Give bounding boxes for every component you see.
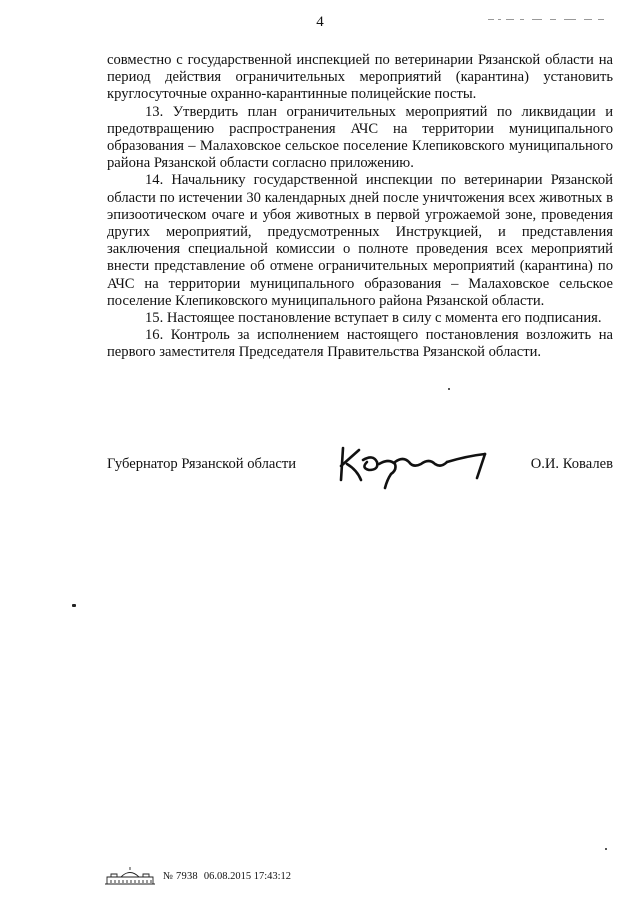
signer-name: О.И. Ковалев [530, 456, 613, 472]
paragraph-14: 14. Начальнику государственной инспекции по ветеринарии Рязанской области по истечении 30 календарных дней после уничтожения всех животных в эпизоотическом очаге и убоя животных в первой угрожаемой зоне, проведения других мероприятий, предусмотренных Инструкцией, и представления заключения специальной комиссии о полноте проведения всех мероприятий внести представление об отмене ограничительных мероприятий (карантина) по АЧС на территории муниципального образования – Малаховское сельское поселение Клепиковского муниципального района Рязанской области. [107, 172, 613, 309]
paragraph-15: 15. Настоящее постановление вступает в силу с момента его подписания. [145, 310, 602, 327]
scan-speck [448, 388, 450, 390]
handwritten-signature [337, 440, 497, 490]
scan-speck [72, 604, 76, 607]
paragraph-12-continuation: совместно с государственной инспекцией по ветеринарии Рязанской области на период действия ограничительных мероприятий (карантина) установить круглосуточные охранно-карантинные полицейские посты. [107, 52, 613, 103]
scan-speck [605, 848, 607, 850]
signature-block [107, 450, 613, 490]
document-body [107, 52, 613, 362]
paragraph-13: 13. Утвердить план ограничительных мероприятий по ликвидации и предотвращению распространения АЧС на территории муниципального образования – Малаховское сельское поселение Клепиковского муниципального района Рязанской области согласно приложению. [107, 103, 613, 172]
registration-stamp [103, 866, 291, 886]
page-number: 4 [316, 14, 324, 30]
signer-position: Губернатор Рязанской области [107, 456, 297, 472]
scan-marks [488, 9, 608, 13]
government-building-logo [103, 866, 157, 886]
registration-datetime: 06.08.2015 17:43:12 [203, 870, 292, 882]
document-number: № 7938 [163, 870, 198, 882]
paragraph-16: 16. Контроль за исполнением настоящего постановления возложить на первого заместителя Председателя Правительства Рязанской области. [107, 327, 613, 361]
